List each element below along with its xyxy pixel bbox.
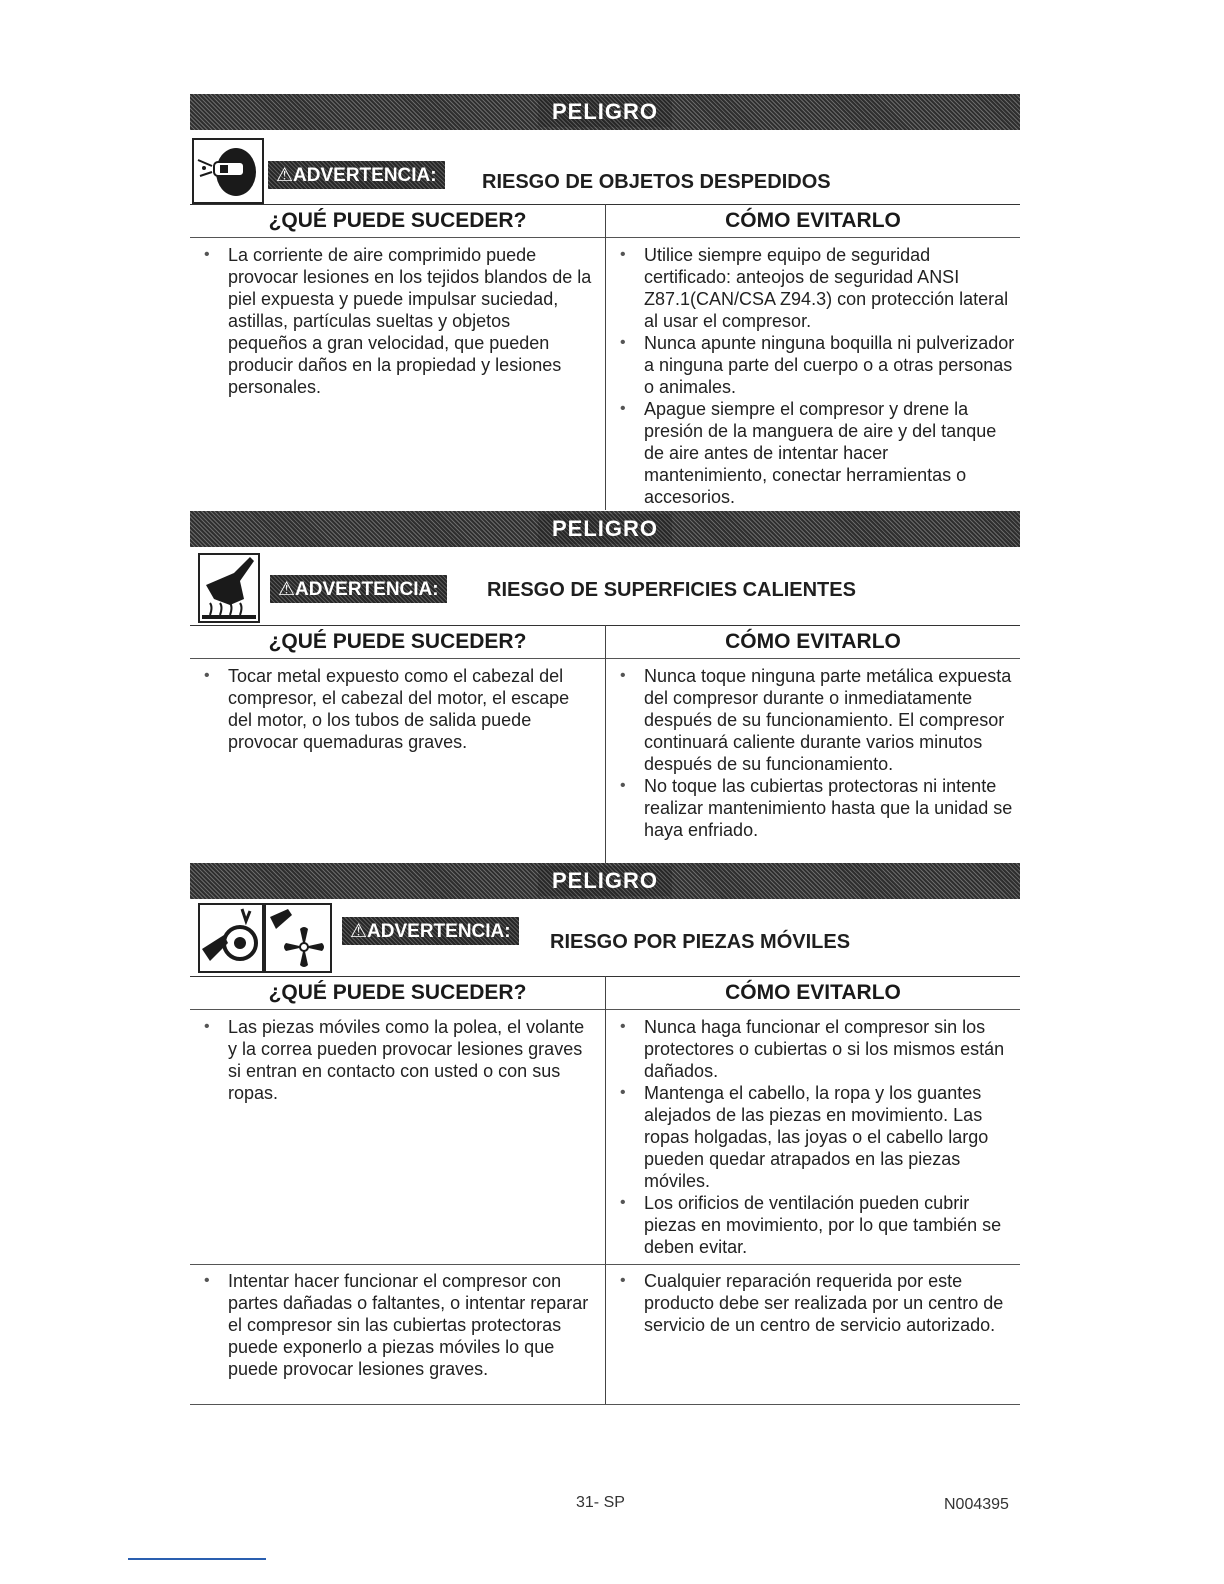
peligro-banner-1 [190, 94, 1020, 130]
what-can-happen-list-2 [204, 1270, 594, 1380]
risk-header-1 [190, 130, 1020, 204]
moving-pulley-hand-icon [198, 903, 264, 973]
list-item: • Tocar metal expuesto como el cabezal del compresor, el cabezal del motor, el escape del motor, o los tubos de salida puede provocar quemaduras graves. [204, 665, 594, 753]
col-head-how-to-avoid: CÓMO EVITARLO [725, 209, 901, 232]
how-to-avoid-list [620, 665, 1015, 841]
advertencia-badge: ⚠ADVERTENCIA: [342, 917, 519, 945]
peligro-label: PELIGRO [538, 514, 672, 544]
peligro-label: PELIGRO [538, 866, 672, 896]
flying-debris-goggles-icon [192, 138, 264, 204]
page-number: 31- SP [576, 1494, 625, 1511]
list-item: • Nunca apunte ninguna boquilla ni pulverizador a ninguna parte del cuerpo o a otras personas o animales. [620, 332, 1015, 398]
hot-surface-hand-icon [198, 553, 260, 623]
advertencia-badge: ⚠ADVERTENCIA: [268, 161, 445, 189]
how-to-avoid-list [620, 1016, 1015, 1258]
what-can-happen-list [204, 244, 594, 398]
document-code: N004395 [944, 1496, 1009, 1513]
list-item: • La corriente de aire comprimido puede provocar lesiones en los tejidos blandos de la piel expuesta y puede impulsar suciedad, astillas, partículas sueltas y objetos pequeños a gran velocidad, que pueden producir daños en la propiedad y lesiones personales. [204, 244, 594, 398]
list-item: • No toque las cubiertas protectoras ni intente realizar mantenimiento hasta que la unidad se haya enfriado. [620, 775, 1015, 841]
how-to-avoid-list-2 [620, 1270, 1015, 1336]
col-head-how-to-avoid: CÓMO EVITARLO [725, 981, 901, 1004]
list-item: • Los orificios de ventilación pueden cubrir piezas en movimiento, por lo que también se deben evitar. [620, 1192, 1015, 1258]
risk-title: RIESGO DE OBJETOS DESPEDIDOS [482, 171, 831, 193]
list-item: • Intentar hacer funcionar el compresor con partes dañadas o faltantes, o intentar reparar el compresor sin las cubiertas protectoras puede exponerlo a piezas móviles lo que puede provocar lesiones graves. [204, 1270, 594, 1380]
col-head-what-can-happen: ¿QUÉ PUEDE SUCEDER? [268, 630, 527, 653]
list-item: • Nunca toque ninguna parte metálica expuesta del compresor durante o inmediatamente después de su funcionamiento. El compresor continuará caliente durante varios minutos después de su funcionamiento. [620, 665, 1015, 775]
what-can-happen-list [204, 1016, 594, 1104]
risk-header-2 [190, 547, 1020, 625]
list-item: • Mantenga el cabello, la ropa y los guantes alejados de las piezas en movimiento. Las ropas holgadas, las joyas o el cabello largo pueden quedar atrapados en las piezas móviles. [620, 1082, 1015, 1192]
peligro-banner-3 [190, 863, 1020, 899]
col-head-how-to-avoid: CÓMO EVITARLO [725, 630, 901, 653]
what-can-happen-list [204, 665, 594, 753]
list-item: • Cualquier reparación requerida por este producto debe ser realizada por un centro de servicio de un centro de servicio autorizado. [620, 1270, 1015, 1336]
advertencia-badge: ⚠ADVERTENCIA: [270, 575, 447, 603]
risk-title: RIESGO DE SUPERFICIES CALIENTES [487, 579, 856, 601]
list-item: • Apague siempre el compresor y drene la presión de la manguera de aire y del tanque de aire antes de intentar hacer mantenimiento, conectar herramientas o accesorios. [620, 398, 1015, 508]
how-to-avoid-list [620, 244, 1015, 508]
fan-blade-hand-icon [264, 903, 332, 973]
peligro-banner-2 [190, 511, 1020, 547]
blue-underline-mark [128, 1558, 266, 1560]
risk-title: RIESGO POR PIEZAS MÓVILES [550, 931, 851, 953]
list-item: • Utilice siempre equipo de seguridad certificado: anteojos de seguridad ANSI Z87.1(CAN/CSA Z94.3) con protección lateral al usar el compresor. [620, 244, 1015, 332]
risk-header-3 [190, 899, 1020, 976]
col-head-what-can-happen: ¿QUÉ PUEDE SUCEDER? [268, 209, 527, 232]
table-bottom-border [190, 1404, 1020, 1405]
column-divider [605, 625, 606, 869]
peligro-label: PELIGRO [538, 97, 672, 127]
column-divider [605, 204, 606, 510]
col-head-what-can-happen: ¿QUÉ PUEDE SUCEDER? [268, 981, 527, 1004]
column-divider [605, 976, 606, 1404]
list-item: • Las piezas móviles como la polea, el volante y la correa pueden provocar lesiones graves si entran en contacto con usted o con sus ropas. [204, 1016, 594, 1104]
row-divider [190, 1264, 1020, 1265]
list-item: • Nunca haga funcionar el compresor sin los protectores o cubiertas o si los mismos están dañados. [620, 1016, 1015, 1082]
